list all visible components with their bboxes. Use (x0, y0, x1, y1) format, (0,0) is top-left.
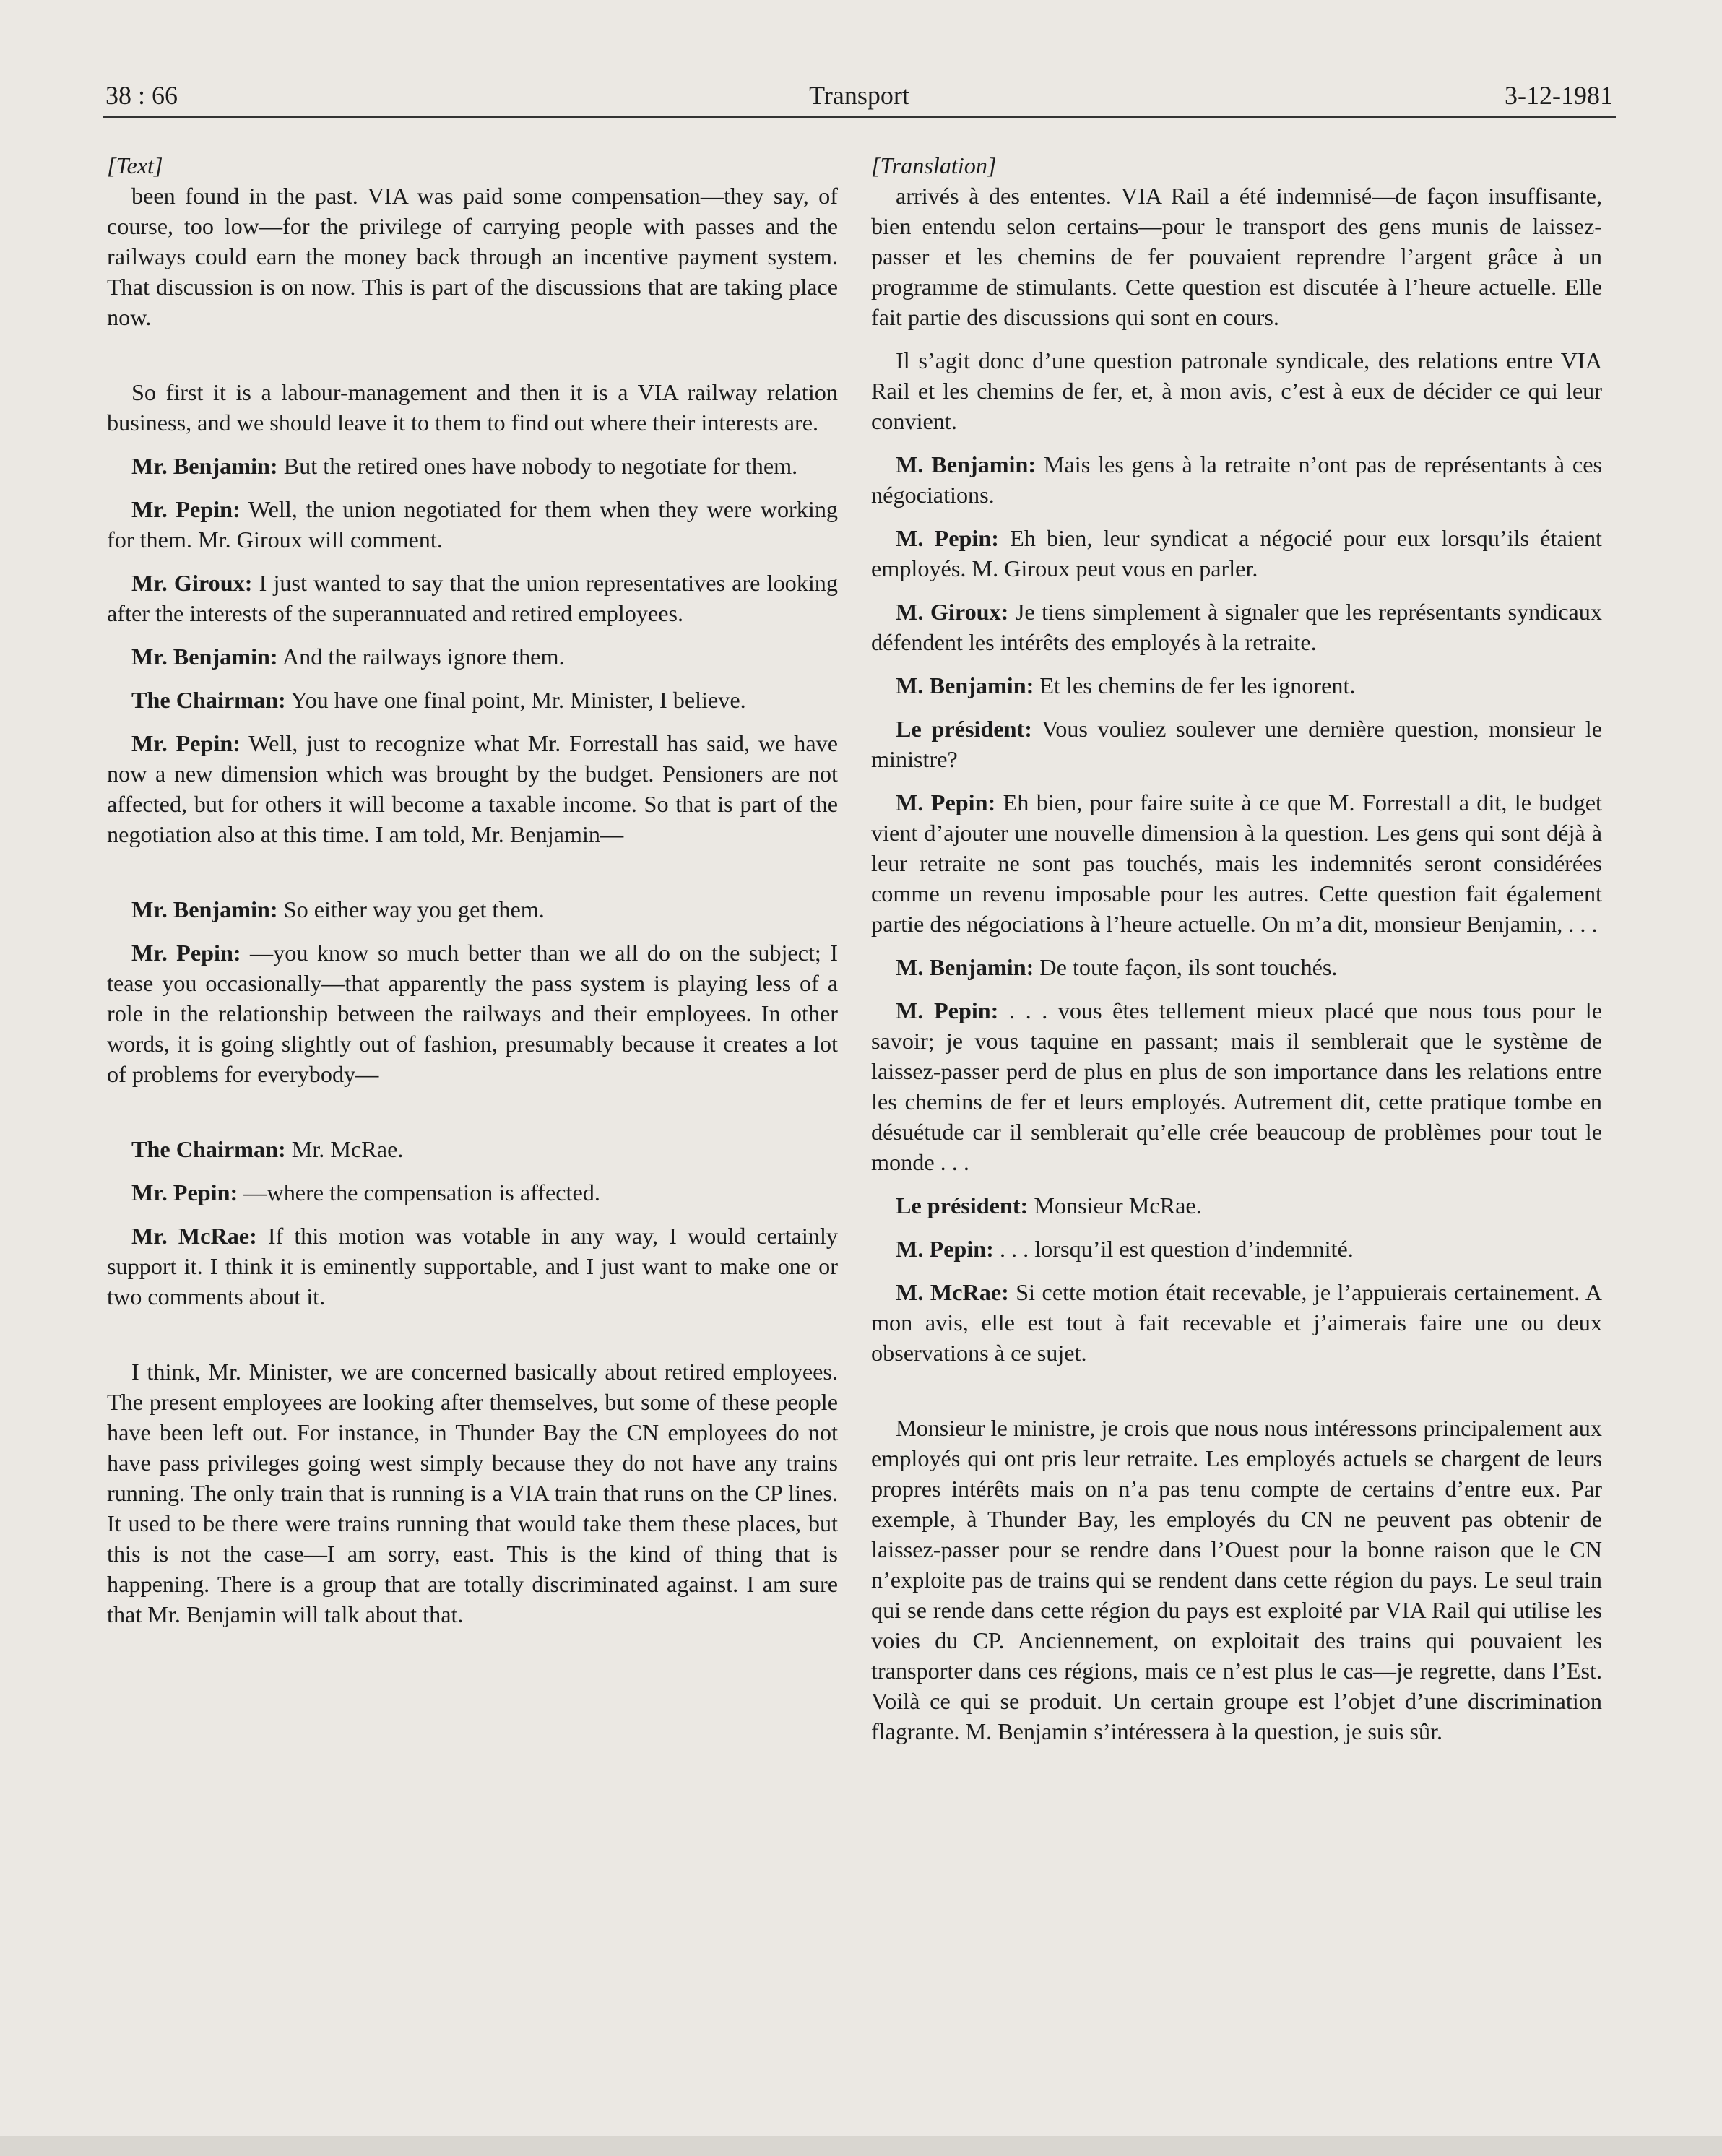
speaker-name: Le président: (896, 716, 1032, 742)
paragraph (107, 685, 838, 715)
paragraph (871, 345, 1602, 436)
paragraph-text: —where the compensation is affected. (238, 1179, 600, 1205)
speaker-name: M. Pepin: (896, 1236, 994, 1262)
paragraph (107, 938, 838, 1089)
paragraph-text: Well, just to recognize what Mr. Forrestall has said, we have now a new dimension which was brought by the budget. Pensioners are not affected, but for others it will become a taxable income. So that is part of the negotiation also at this time. I am told, Mr. Benjamin— (107, 730, 838, 847)
speaker-name: Mr. Benjamin: (131, 644, 278, 670)
paragraph (871, 1234, 1602, 1264)
paragraph (107, 181, 838, 332)
paragraph (871, 449, 1602, 510)
paragraph (871, 181, 1602, 332)
paragraph-text: Eh bien, pour faire suite à ce que M. Forrestall a dit, le budget vient d’ajouter une nouvelle dimension à la question. Les gens qui sont déjà à leur retraite ne sont pas touchés, mais les indemnités seront considérées comme un revenu imposable pour les autres. Cette question fait également partie des négociations à l’heure actuelle. On m’a dit, monsieur Benjamin, . . . (871, 789, 1602, 937)
paragraph-text: Monsieur McRae. (1028, 1192, 1202, 1218)
paragraph (871, 714, 1602, 774)
speaker-name: The Chairman: (131, 1136, 286, 1162)
column-tag: [Translation] (871, 152, 997, 178)
speaker-name: Mr. Benjamin: (131, 896, 278, 922)
speaker-name: M. McRae: (896, 1279, 1009, 1305)
speaker-name: Mr. Pepin: (131, 1179, 238, 1205)
page-date: 3-12-1981 (1505, 81, 1613, 110)
paragraph-text: Et les chemins de fer les ignorent. (1034, 672, 1356, 698)
paragraph-text: been found in the past. VIA was paid some compensation—they say, of course, too low—for the privilege of carrying people with passes and the railways could earn the money back through an incentive payment system. That discussion is on now. This is part of the discussions that are taking place now. (107, 183, 838, 330)
paragraph (871, 952, 1602, 982)
paragraph-text: . . . lorsqu’il est question d’indemnité. (993, 1236, 1354, 1262)
speaker-name: Mr. McRae: (131, 1223, 257, 1249)
paragraph (107, 494, 838, 555)
publication-title: Transport (809, 81, 909, 110)
paragraph (871, 1190, 1602, 1221)
speaker-name: M. Benjamin: (896, 954, 1034, 980)
speaker-name: M. Giroux: (896, 599, 1009, 625)
paragraph-text: De toute façon, ils sont touchés. (1034, 954, 1338, 980)
speaker-name: Mr. Benjamin: (131, 453, 278, 479)
paragraph-text: Si cette motion était recevable, je l’appuierais certainement. A mon avis, elle est tout à fait recevable et j’aimerais faire une ou deux observations à ce sujet. (871, 1279, 1602, 1366)
paragraph-text: arrivés à des ententes. VIA Rail a été indemnisé—de façon insuffisante, bien entendu selon certains—pour le transport des gens munis de laissez-passer et les chemins de fer pouvaient reprendre l’argent grâce à un programme de stimulants. Cette question est discutée à l’heure actuelle. Elle fait partie des discussions qui sont en cours. (871, 183, 1602, 330)
french-column (871, 150, 1602, 1746)
paragraph (871, 597, 1602, 657)
paragraph-text: Monsieur le ministre, je crois que nous nous intéressons principalement aux employés qui ont pris leur retraite. Les employés actuels se chargent de leurs propres intérêts mais on n’a pas tenu compte de certains d’entre eux. Par exemple, à Thunder Bay, les employés du CN ne peuvent pas obtenir de laissez-passer pour se rendre dans l’Ouest pour la bonne raison que le CN n’exploite pas de trains qui se rendent dans cette région du pays. Le seul train qui se rende dans cette région du pays est exploité par VIA Rail qui utilise les voies du CP. Anciennement, on exploitait des trains qui pouvaient les transporter dans ces régions, mais ce n’est plus le cas—je regrette, dans l’Est. Voilà ce qui se produit. Un certain groupe est l’objet d’une discrimination flagrante. M. Benjamin s’intéressera à la question, je suis sûr. (871, 1415, 1602, 1744)
paragraph-text: Il s’agit donc d’une question patronale syndicale, des relations entre VIA Rail et les chemins de fer, et, à mon avis, c’est à eux de décider ce qui leur convient. (871, 347, 1602, 434)
speaker-name: Mr. Pepin: (131, 940, 241, 966)
paragraph-text: I just wanted to say that the union representatives are looking after the interests of the superannuated and retired employees. (107, 570, 838, 626)
paragraph-text: And the railways ignore them. (277, 644, 565, 670)
paragraph (107, 377, 838, 438)
speaker-name: M. Pepin: (896, 789, 996, 815)
paragraph-text: Vous vouliez soulever une dernière question, monsieur le ministre? (871, 716, 1602, 772)
speaker-name: M. Pepin: (896, 997, 999, 1023)
speaker-name: M. Pepin: (896, 525, 999, 551)
paragraph-text: I think, Mr. Minister, we are concerned basically about retired employees. The present employees are looking after themselves, but some of these people have been left out. For instance, in Thunder Bay the CN employees do not have pass privileges going west simply because they do not have any trains running. The only train that is running is a VIA train that runs on the CP lines. It used to be there were trains running that would take them these places, but this is not the case—I am sorry, east. This is the kind of thing that is happening. There is a group that are totally discriminated against. I am sure that Mr. Benjamin will talk about that. (107, 1359, 838, 1627)
paragraph (107, 451, 838, 481)
paragraph (107, 568, 838, 628)
paragraph-text: So either way you get them. (277, 896, 545, 922)
paragraph-text: If this motion was votable in any way, I would certainly support it. I think it is eminently supportable, and I just want to make one or two comments about it. (107, 1223, 838, 1309)
page-number: 38 : 66 (105, 81, 178, 110)
paragraph (107, 641, 838, 672)
paragraph-text: Mr. McRae. (285, 1136, 404, 1162)
speaker-name: M. Benjamin: (896, 451, 1037, 477)
paragraph (871, 995, 1602, 1177)
paragraph (107, 1356, 838, 1629)
paragraph-text: Je tiens simplement à signaler que les représentants syndicaux défendent les intérêts des employés à la retraite. (871, 599, 1602, 655)
speaker-name: Mr. Pepin: (131, 496, 241, 522)
paragraph-text: But the retired ones have nobody to negotiate for them. (277, 453, 798, 479)
paragraph (871, 1277, 1602, 1368)
paragraph-text: Mais les gens à la retraite n’ont pas de représentants à ces négociations. (871, 451, 1603, 508)
paragraph (107, 1221, 838, 1312)
english-column (107, 150, 838, 1629)
paragraph (107, 728, 838, 849)
page-header (103, 78, 1616, 118)
paragraph (107, 894, 838, 925)
paragraph-text: . . . vous êtes tellement mieux placé que nous tous pour le savoir; je vous taquine en passant; mais il semblerait que le système de laissez-passer perd de plus en plus de son importance dans les relations entre les chemins de fer et leurs employés. Autrement dit, cette pratique tombe en désuétude car il semblerait qu’elle crée beaucoup de problèmes pour tout le monde . . . (871, 997, 1602, 1175)
speaker-name: Le président: (896, 1192, 1029, 1218)
speaker-name: Mr. Pepin: (131, 730, 241, 756)
paragraph (871, 523, 1602, 584)
column-tag: [Text] (107, 152, 163, 178)
paragraph (871, 670, 1602, 701)
paragraph (871, 1413, 1602, 1746)
paragraph-text: Eh bien, leur syndicat a négocié pour eux lorsqu’ils étaient employés. M. Giroux peut vous en parler. (871, 525, 1602, 581)
page-bottom-edge (0, 2136, 1722, 2156)
paragraph-text: You have one final point, Mr. Minister, I believe. (285, 687, 746, 713)
speaker-name: M. Benjamin: (896, 672, 1034, 698)
speaker-name: Mr. Giroux: (131, 570, 253, 596)
paragraph-text: —you know so much better than we all do on the subject; I tease you occasionally—that apparently the pass system is playing less of a role in the relationship between the railways and their employees. In other words, it is going slightly out of fashion, presumably because it creates a lot of problems for everybody— (107, 940, 839, 1087)
paragraph-text: Well, the union negotiated for them when they were working for them. Mr. Giroux will comment. (107, 496, 839, 553)
paragraph (107, 1177, 838, 1208)
paragraph (871, 787, 1602, 939)
speaker-name: The Chairman: (131, 687, 286, 713)
paragraph (107, 1134, 838, 1164)
paragraph-text: So first it is a labour-management and then it is a VIA railway relation business, and we should leave it to them to find out where their interests are. (107, 379, 838, 436)
